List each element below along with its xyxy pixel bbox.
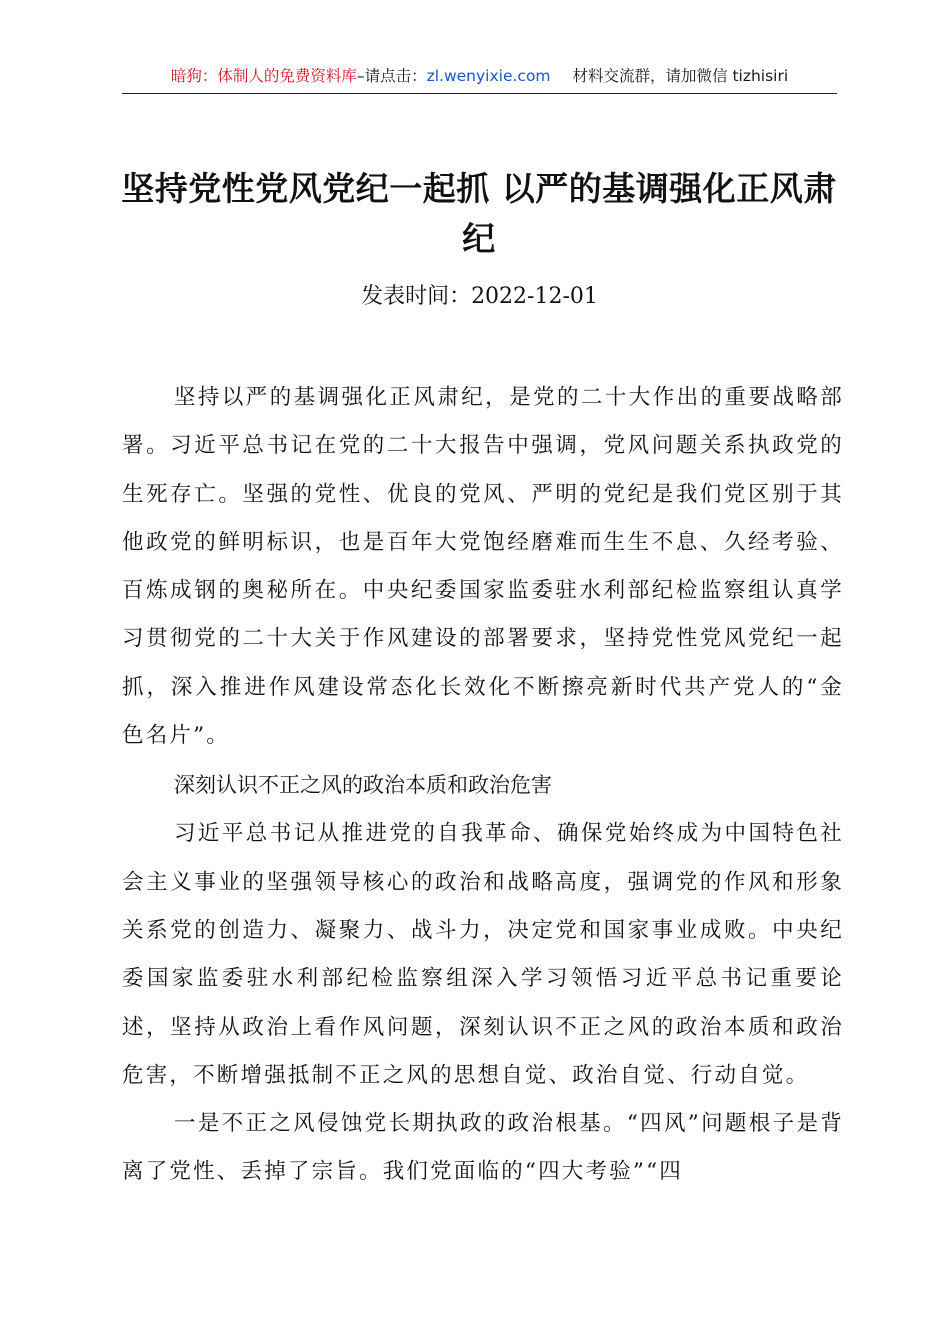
page-header: [122, 64, 837, 88]
contact-info: 材料交流群，请加微信 tizhisiri: [572, 67, 789, 85]
paragraph: 坚持以严的基调强化正风肃纪，是党的二十大作出的重要战略部署。习近平总书记在党的二十大报告中强调，党风问题关系执政党的生死存亡。坚强的党性、优良的党风、严明的党纪是我们党区别于其他政党的鲜明标识，也是百年大党饱经磨难而生生不息、久经考验、百炼成钢的奥秘所在。中央纪委国家监委驻水利部纪检监察组认真学习贯彻党的二十大关于作风建设的部署要求，坚持党性党风党纪一起抓，深入推进作风建设常态化长效化不断擦亮新时代共产党人的“金色名片”。: [122, 385, 844, 749]
article-title: 坚持党性党风党纪一起抓 以严的基调强化正风肃纪: [121, 169, 837, 258]
site-name: 暗狗：体制人的免费资料库: [170, 67, 357, 85]
article-body: [122, 374, 844, 1197]
site-link[interactable]: zl.wenyixie.com: [426, 67, 551, 85]
paragraph: 一是不正之风侵蚀党长期执政的政治根基。“四风”问题根子是背离了党性、丢掉了宗旨。我们党面临的“四大考验”“四: [122, 1111, 844, 1185]
click-prompt: –请点击：: [356, 67, 427, 85]
publish-date: 发表时间：2022-12-01: [361, 284, 598, 309]
paragraph: 习近平总书记从推进党的自我革命、确保党始终成为中国特色社会主义事业的坚强领导核心的政治和战略高度，强调党的作风和形象关系党的创造力、凝聚力、战斗力，决定党和国家事业成败。中央纪委国家监委驻水利部纪检监察组深入学习领悟习近平总书记重要论述，坚持从政治上看作风问题，深刻认识不正之风的政治本质和政治危害，不断增强抵制不正之风的思想自觉、政治自觉、行动自觉。: [122, 821, 844, 1088]
header-divider: [122, 93, 837, 94]
section-heading: 深刻认识不正之风的政治本质和政治危害: [174, 773, 552, 798]
